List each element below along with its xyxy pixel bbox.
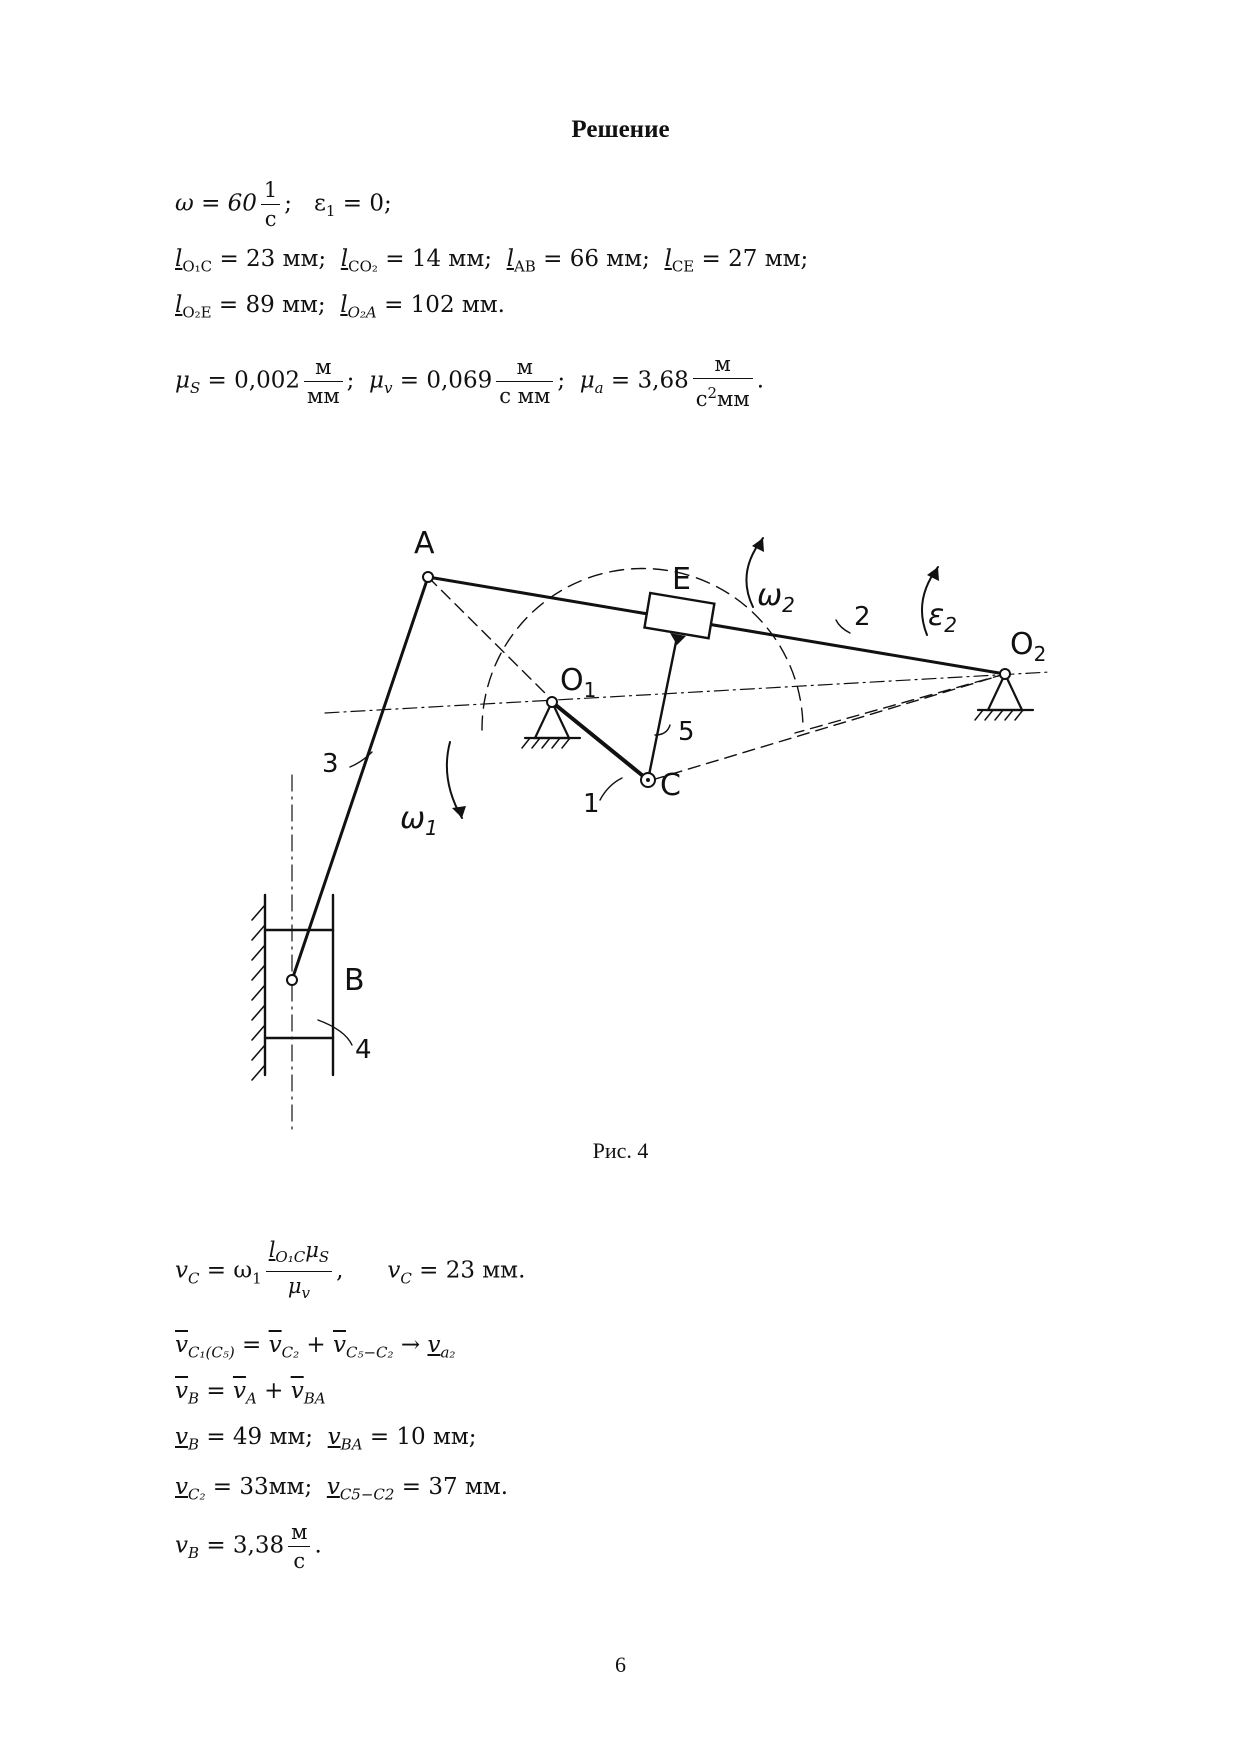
given-lengths-line-2: $l_{O_2E} = 89$ мм; $l_{O_2A} = 102$ мм. <box>175 292 505 322</box>
solution-vb-equation: $\overline{v}_B = \overline{v}_A + \overline{v}_{BA}$ <box>175 1378 326 1408</box>
label-omega1: $\omega_1$ <box>400 801 438 840</box>
label-eps2: $\varepsilon_2$ <box>928 598 957 637</box>
guide-hatching <box>252 905 265 1080</box>
link-3 <box>292 577 428 980</box>
dashed-c-o2 <box>652 674 1005 780</box>
label-e: E <box>672 562 691 597</box>
label-b: B <box>344 963 365 998</box>
solution-velocity-equation: $\overline{v}_{C_1(C_5)} = \overline{v}_{C_2} + \overline{v}_{C_5-C_2} \to v_{a_2}$ <box>175 1332 456 1362</box>
label-o1: $O_1$ <box>560 663 597 702</box>
dashed-o2-arc <box>795 674 1005 733</box>
label-link-2: 2 <box>854 602 871 632</box>
label-link-5: 5 <box>678 717 695 747</box>
label-omega2: $\omega_2$ <box>757 578 795 617</box>
solution-vc2-values: $v_{C_2} = 33мм$; $v_{C5-C2} = 37$ мм. <box>175 1474 508 1504</box>
given-omega-line: ω = 60 $\frac{1}{с}$ ; $\varepsilon_1 = 0$; <box>175 178 392 231</box>
figure-caption: Рис. 4 <box>592 1138 649 1163</box>
solution-vb-values: $v_B = 49$ мм; $v_{BA} = 10$ мм; <box>175 1424 477 1454</box>
given-lengths-line-1: $l_{O_1C} = 23$ мм; $l_{CO_2} = 14$ мм; $l_{AB} = 66$ мм; $l_{CE} = 27$ мм; <box>175 246 809 276</box>
label-a: A <box>414 526 435 561</box>
link-5 <box>648 637 677 780</box>
label-link-4: 4 <box>355 1035 372 1065</box>
slider-e <box>644 593 714 638</box>
leader-1 <box>600 778 622 800</box>
arrow-omega1 <box>447 742 462 818</box>
label-link-3: 3 <box>322 749 339 779</box>
joint-a <box>423 572 433 582</box>
label-c: C <box>660 768 681 803</box>
label-o2: $O_2$ <box>1010 627 1047 666</box>
leader-2 <box>836 620 850 633</box>
leader-4 <box>318 1020 352 1045</box>
label-link-1: 1 <box>583 789 600 819</box>
page-title: Решение <box>571 116 670 143</box>
link-2 <box>428 577 1005 674</box>
link-1 <box>552 702 648 780</box>
page-number: 6 <box>615 1652 626 1677</box>
joint-o2 <box>1000 669 1010 679</box>
solution-vc-formula: $v_C = \omega_1$ $\frac{l_{O_1C}\mu_S}{\mu_v}$ , $v_C = 23$ мм. <box>175 1238 526 1303</box>
leader-3 <box>350 752 372 767</box>
joint-o1 <box>547 697 557 707</box>
solution-vb-final: $v_B = 3,38$ $\frac{м}{с}$ . <box>175 1520 322 1573</box>
given-scales-line: $\mu_S = 0,002$ $\frac{м}{мм}$ ; $\mu_v = 0,069$ $\frac{м}{\text{с мм}}$ ; $\mu_a = 3,68$ $\frac{м}{с^2мм}$ . <box>175 352 765 411</box>
joint-b <box>287 975 297 985</box>
